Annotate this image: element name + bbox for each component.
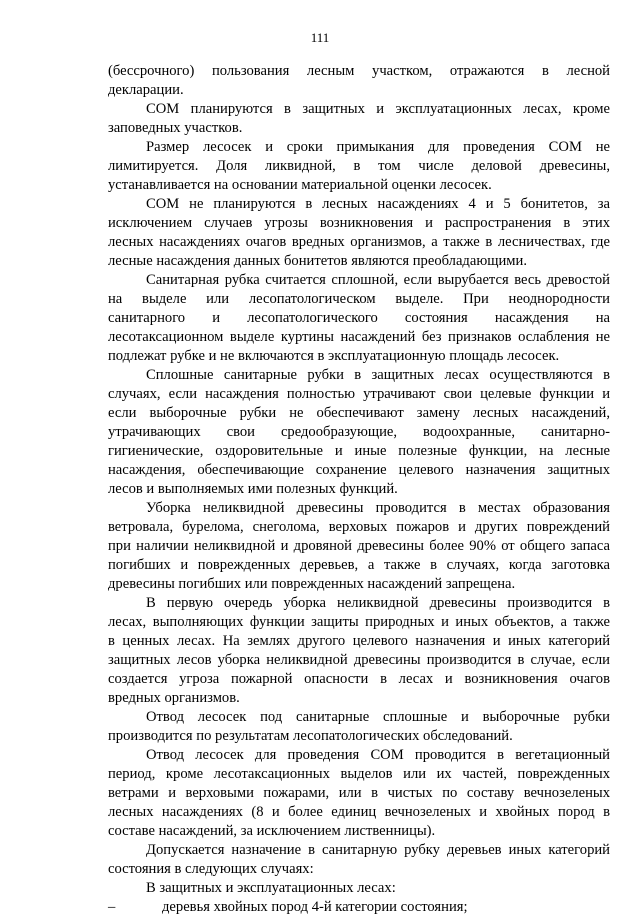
text-line: лимитируется. Доля ликвидной, в том числе деловой древесины, [108, 158, 610, 174]
page-number: 111 [310, 30, 330, 45]
text-line: насаждения, обеспечивающие сохранение целевого назначения защитных [108, 462, 610, 478]
text-line: лесотаксационном выделе куртины насаждений без признаков ослабления не [108, 329, 610, 345]
text-line: случаях, если насаждения полностью утрачивают свои целевые функции и [108, 386, 610, 402]
text-line: Размер лесосек и сроки примыкания для проведения СОМ не [146, 139, 610, 155]
text-line: исключением случаев угрозы возникновения и распространения в этих [108, 215, 610, 231]
paragraph [108, 271, 610, 366]
body-text [108, 62, 610, 917]
text-line: заповедных участков. [108, 120, 243, 136]
paragraph [108, 841, 610, 879]
text-line: санитарного и лесопатологического состояния насаждения на [108, 310, 610, 326]
text-line: Отвод лесосек под санитарные сплошные и выборочные рубки [146, 709, 610, 725]
text-line: период, кроме лесотаксационных выделов или их частей, поврежденных [108, 766, 610, 782]
text-line: Сплошные санитарные рубки в защитных лесах осуществляются в [146, 367, 610, 383]
text-line: Допускается назначение в санитарную рубку деревьев иных категорий [146, 842, 610, 858]
text-line: лесные насаждения данных бонитетов являются преобладающими. [108, 253, 527, 269]
list-dash: – [108, 899, 116, 915]
text-line: ветрами и верховыми пожарами, или в чистых по составу вечнозеленых [108, 785, 610, 801]
text-line: гигиенические, оздоровительные и иные полезные функции, на лесные [108, 443, 610, 459]
text-line: декларации. [108, 82, 184, 98]
text-line: лесов и выполняемых ими полезных функций. [108, 481, 398, 497]
text-line [108, 898, 610, 917]
list-item [108, 898, 610, 917]
paragraph [108, 138, 610, 195]
text-line: СОМ не планируются в лесных насаждениях 4 и 5 бонитетов, за [146, 196, 610, 212]
text-line: составе насаждений, за исключением лиственницы). [108, 823, 436, 839]
paragraph [108, 62, 610, 100]
paragraph [108, 879, 610, 898]
text-line: лесах, выполняющих функции защиты природных и иных объектов, а также [108, 614, 610, 630]
paragraph [108, 594, 610, 708]
text-line: защитных лесов уборка неликвидной древесины производится в случае, если [108, 652, 610, 668]
text-line: в ценных лесах. На землях другого целевого назначения и иных категорий [108, 633, 610, 649]
text-line: подлежат рубке и не включаются в эксплуатационную площадь лесосек. [108, 348, 560, 364]
text-line: если выборочные рубки не обеспечивают замену лесных насаждений, [108, 405, 610, 421]
text-line: Санитарная рубка считается сплошной, если вырубается весь древостой [146, 272, 610, 288]
text-line: погибших и поврежденных деревьев, а также в случаях, когда заготовка [108, 557, 610, 573]
text-line: при наличии неликвидной и дровяной древесины более 90% от общего запаса [108, 538, 610, 554]
list-item-text: деревья хвойных пород 4-й категории состояния; [162, 899, 468, 915]
text-line: СОМ планируются в защитных и эксплуатационных лесах, кроме [146, 101, 610, 117]
text-line: Уборка неликвидной древесины проводится в местах образования [146, 500, 610, 516]
text-line: лесных насаждениях очагов вредных организмов, а также в лесничествах, где [108, 234, 610, 250]
text-line: производится по результатам лесопатологических обследований. [108, 728, 513, 744]
text-line: (бессрочного) пользования лесным участком, отражаются в лесной [108, 63, 610, 79]
text-line: древесины погибших или поврежденных насаждений запрещена. [108, 576, 516, 592]
text-line: В защитных и эксплуатационных лесах: [146, 880, 396, 896]
paragraph [108, 366, 610, 499]
text-line: создается угроза пожарной опасности в лесах и возникновения очагов [108, 671, 610, 687]
text-line: устанавливается на основании материальной оценки лесосек. [108, 177, 492, 193]
paragraph [108, 100, 610, 138]
text-line: на выделе или лесопатологическом выделе. При неоднородности [108, 291, 610, 307]
paragraph [108, 708, 610, 746]
paragraph [108, 195, 610, 271]
text-line: ветровала, бурелома, снеголома, верховых пожаров и других повреждений [108, 519, 610, 535]
text-line: Отвод лесосек для проведения СОМ проводится в вегетационный [146, 747, 610, 763]
paragraph [108, 746, 610, 841]
text-line: В первую очередь уборка неликвидной древесины производится в [146, 595, 610, 611]
paragraph [108, 499, 610, 594]
text-line: вредных организмов. [108, 690, 240, 706]
text-line: лесных насаждениях (8 и более единиц вечнозеленых и хвойных пород в [108, 804, 610, 820]
text-line: утрачивающих свои средообразующие, водоохранные, санитарно- [108, 424, 610, 440]
text-line: состояния в следующих случаях: [108, 861, 314, 877]
